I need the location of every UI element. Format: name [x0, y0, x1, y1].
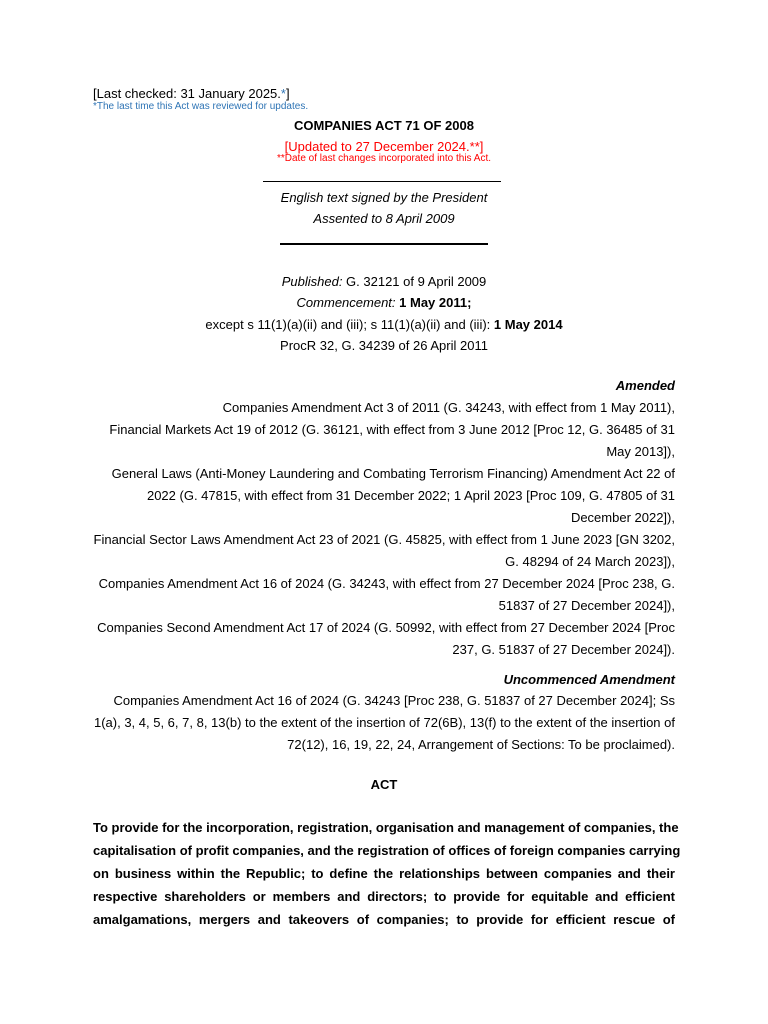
amended-line: Companies Second Amendment Act 17 of 2024 (G. 50992, with effect from 27 December 2024 [Proc: [97, 620, 675, 635]
except-line: [93, 317, 675, 332]
preamble-line: respective shareholders or members and directors; to provide for equitable and efficient: [93, 889, 675, 904]
amended-line: 237, G. 51837 of 27 December 2024]).: [452, 642, 675, 657]
last-checked-close-bracket: ]: [285, 86, 290, 101]
amended-line: December 2022]),: [570, 510, 675, 525]
amended-line: Financial Markets Act 19 of 2012 (G. 36121, with effect from 3 June 2012 [Proc 12, G. 36485 of 31: [109, 422, 675, 437]
last-checked-note: *The last time this Act was reviewed for updates.: [93, 101, 309, 112]
signed-text: English text signed by the President: [280, 190, 488, 205]
amended-line: May 2013]),: [606, 444, 675, 459]
procr-line: ProcR 32, G. 34239 of 26 April 2011: [280, 338, 488, 353]
preamble-line: on business within the Republic; to define the relationships between companies and their: [93, 866, 675, 881]
uncommenced-line: Companies Amendment Act 16 of 2024 (G. 34243 [Proc 238, G. 51837 of 27 December 2024]; Ss: [113, 693, 675, 708]
commencement-label: Commencement:: [296, 295, 396, 310]
published-value: G. 32121 of 9 April 2009: [342, 274, 487, 289]
amended-line: 2022 (G. 47815, with effect from 31 December 2022; 1 April 2023 [Proc 109, G. 47805 of 31: [146, 488, 675, 503]
except-text: except s 11(1)(a)(ii) and (iii); s 11(1)(a)(ii) and (iii):: [205, 317, 494, 332]
amended-line: 51837 of 27 December 2024]),: [498, 598, 675, 613]
amended-heading: Amended: [615, 378, 675, 393]
last-checked-footnote-marker: *: [280, 86, 286, 101]
amended-line: General Laws (Anti-Money Laundering and Combating Terrorism Financing) Amendment Act 22 of: [111, 466, 675, 481]
divider-thick: [280, 243, 488, 245]
last-checked-text: [Last checked: 31 January 2025.: [93, 86, 281, 101]
published-label: Published:: [281, 274, 343, 289]
commencement-line: [93, 295, 675, 310]
preamble-line: amalgamations, mergers and takeovers of companies; to provide for efficient rescue of: [93, 912, 675, 927]
uncommenced-line: 1(a), 3, 4, 5, 6, 7, 8, 13(b) to the extent of the insertion of 72(6B), 13(f) to the extent of the insertion of: [93, 715, 675, 730]
preamble-line: To provide for the incorporation, registration, organisation and management of companies, the: [93, 820, 679, 835]
amended-list: [93, 397, 675, 661]
except-date: 1 May 2014: [493, 317, 563, 332]
preamble-line: capitalisation of profit companies, and the registration of offices of foreign companies carrying: [93, 843, 681, 858]
amended-line: Companies Amendment Act 16 of 2024 (G. 34243, with effect from 27 December 2024 [Proc 238, G.: [98, 576, 675, 591]
uncommenced-list: [93, 690, 675, 756]
assented-text: Assented to 8 April 2009: [313, 211, 455, 226]
uncommenced-line: 72(12), 16, 19, 22, 24, Arrangement of Sections: To be proclaimed).: [287, 737, 675, 752]
act-preamble: [93, 816, 681, 931]
divider-thin: [263, 181, 501, 182]
published-line: [93, 274, 675, 289]
updated-date: [Updated to 27 December 2024.**]: [284, 139, 484, 154]
updated-note: **Date of last changes incorporated into this Act.: [276, 153, 491, 164]
amended-line: Companies Amendment Act 3 of 2011 (G. 34243, with effect from 1 May 2011),: [222, 400, 675, 415]
commencement-value: 1 May 2011;: [399, 295, 472, 310]
amended-line: G. 48294 of 24 March 2023]),: [505, 554, 675, 569]
amended-line: Financial Sector Laws Amendment Act 23 of 2021 (G. 45825, with effect from 1 June 2023 [GN 3202,: [93, 532, 675, 547]
last-checked-line: [93, 86, 290, 101]
uncommenced-heading: Uncommenced Amendment: [503, 672, 675, 687]
act-title: COMPANIES ACT 71 OF 2008: [294, 118, 474, 133]
act-heading: ACT: [370, 777, 398, 792]
